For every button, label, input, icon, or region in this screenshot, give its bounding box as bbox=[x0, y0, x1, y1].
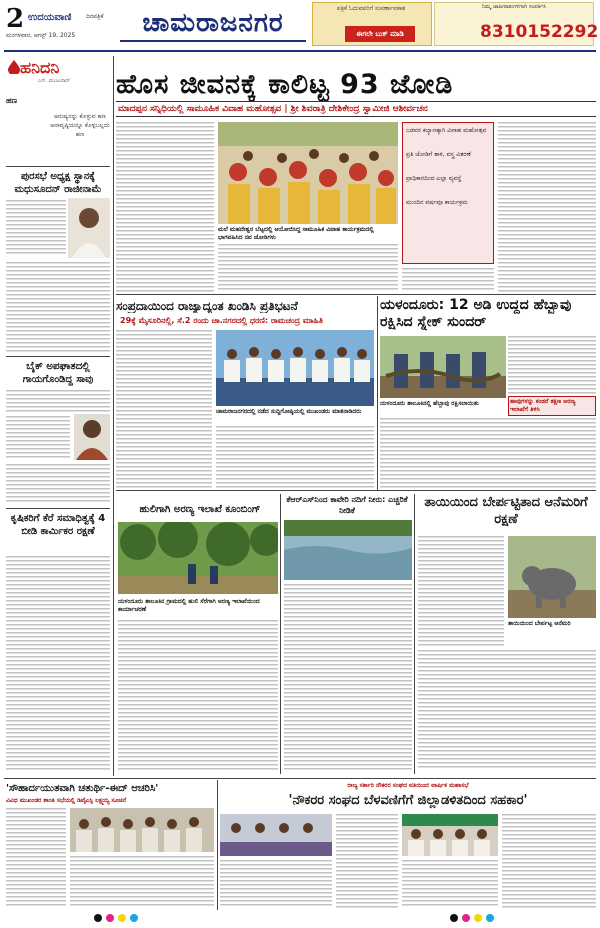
lead-photo-caption: ಮಲೆ ಮಹದೇಶ್ವರ ಬೆಟ್ಟದಲ್ಲಿ ಆಯೋಜಿಸಿದ್ದ ಸಾಮೂಹಿಕ ವಿವಾಹ ಕಾರ್ಯಕ್ರಮದಲ್ಲಿ ಭಾಗವಹಿಸಿದ ನವ ಜೋಡಿಗಳು bbox=[218, 226, 374, 241]
article-body bbox=[6, 808, 66, 908]
bottom-right-headline[interactable]: 'ನೌಕರರ ಸಂಘದ ಬೆಳವಣಿಗೆಗೆ ಜಿಲ್ಲಾಡಳಿತದಿಂದ ಸಹಕಾರ' bbox=[288, 793, 528, 808]
section3-photo-caption: ಯಳಂದೂರು ತಾಲೂಕಿನಲ್ಲಿ ಹೆಬ್ಬಾವು ರಕ್ಷಿಸಲಾಯಿತು bbox=[380, 400, 479, 407]
highlight-item: ಮುಂದಿನ ವರ್ಷವೂ ಕಾರ್ಯಕ್ರಮ bbox=[406, 199, 468, 206]
bottom-left-deck: ವಿವಿಧ ಮುಖಂಡರ ಶಾಂತಿ ಸಭೆಯಲ್ಲಿ ಡಿವೈಎಸ್ಪಿ ಲಕ್ಷ್ಮಯ್ಯ ಸೂಚನೆ bbox=[6, 797, 127, 804]
article-body bbox=[6, 200, 66, 256]
middle-headline-2[interactable]: ಕೆಆರ್‌ಎಸ್‌ನಿಂದ ಕಾವೇರಿ ನದಿಗೆ ನೀರು: ಎಚ್ಚರಿಕೆ ನೀಡಿಕೆ bbox=[286, 495, 408, 515]
article-body bbox=[6, 390, 110, 414]
article-body bbox=[220, 860, 332, 908]
section2-photo-caption: ಚಾಮರಾಜನಗರದಲ್ಲಿ ನಡೆದ ಸುದ್ದಿಗೋಷ್ಠಿಯಲ್ಲಿ ಮುಖಂಡರು ಮಾತನಾಡಿದರು bbox=[216, 408, 362, 415]
article-body bbox=[6, 416, 70, 460]
peace-meeting-photo bbox=[70, 808, 214, 852]
article-body bbox=[402, 860, 498, 908]
advert-subscription-text: ಪತ್ರಿಕೆ ಓದುವವರಿಗೆ ಸುವರ್ಣಾವಕಾಶ bbox=[336, 5, 406, 12]
column-rule bbox=[280, 494, 281, 774]
divider bbox=[116, 294, 596, 295]
article-body bbox=[418, 650, 596, 770]
middle-photo-caption-1: ಯಳಂದೂರು ತಾಲೂಕಿನ ಗ್ರಾಮದಲ್ಲಿ ಹುಲಿ ಸೆರೆಗಾಗಿ ಅರಣ್ಯ ಇಲಾಖೆಯಿಂದ ಕಾರ್ಯಾಚರಣೆ bbox=[118, 598, 260, 613]
article-body bbox=[498, 122, 596, 292]
registration-mark bbox=[474, 914, 482, 922]
column-brand-byline: ಎನ್. ಮಂಜುನಾಥ್ bbox=[38, 78, 71, 84]
section-title: ಚಾಮರಾಜನಗರ bbox=[142, 8, 284, 38]
article-body bbox=[6, 556, 110, 772]
article-body bbox=[116, 122, 214, 292]
advert-contact-text: ನಿಮ್ಮ ಜಾಹೀರಾತುಗಳಿಗಾಗಿ ಸಂಪರ್ಕಿಸಿ bbox=[481, 4, 547, 10]
article-body bbox=[218, 244, 398, 290]
column-rule bbox=[377, 296, 378, 490]
left-headline-1[interactable]: ಪುರಸಭೆ ಅಧ್ಯಕ್ಷ ಸ್ಥಾನಕ್ಕೆ ಮಧುಸೂದನ್ ರಾಜೀನಾಮೆ bbox=[14, 171, 102, 195]
registration-mark bbox=[462, 914, 470, 922]
lead-photo-wedding bbox=[218, 122, 398, 224]
article-body bbox=[508, 336, 596, 394]
paper-name: ಉದಯವಾಣಿ bbox=[28, 12, 72, 23]
highlight-item: ಬಡವರ ಕಲ್ಯಾಣಕ್ಕಾಗಿ ವಿವಾಹ ಮಹೋತ್ಸವ bbox=[406, 127, 487, 134]
bottom-right-deck: ರಾಜ್ಯ ಸರ್ಕಾರಿ ನೌಕರರ ಸಂಘದ ವತಿಯಿಂದ ವಾರ್ಷಿಕ ಮಹಾಸಭೆ bbox=[347, 782, 469, 789]
registration-mark bbox=[106, 914, 114, 922]
article-body bbox=[402, 268, 494, 290]
divider bbox=[4, 778, 596, 779]
paper-subtitle: ದಿನಪತ್ರಿಕೆ bbox=[86, 13, 104, 20]
dateline: ಮಂಗಳವಾರ, ಆಗಸ್ಟ್ 19, 2025 bbox=[6, 32, 76, 39]
column-rule bbox=[113, 56, 114, 776]
drop-icon bbox=[8, 60, 20, 74]
left-headline-2[interactable]: ಬೈಕ್ ಅಪಘಾತದಲ್ಲಿ ಗಾಯಗೊಂಡಿದ್ದ ಸಾವು bbox=[22, 361, 94, 385]
association-meeting-photo-2 bbox=[402, 814, 498, 856]
column-rule bbox=[414, 494, 415, 774]
forest-combing-photo bbox=[118, 522, 278, 594]
highlight-item: ಪ್ರತಿ ಜೋಡಿಗೆ ತಾಳಿ, ವಸ್ತ್ರ ವಿತರಣೆ bbox=[406, 151, 471, 158]
article-body bbox=[418, 536, 504, 646]
article-body bbox=[6, 464, 110, 504]
divider bbox=[6, 508, 110, 509]
lead-headline[interactable]: ಹೊಸ ಜೀವನಕ್ಕೆ ಕಾಲಿಟ್ಟ 93 ಜೋಡಿ bbox=[116, 69, 454, 100]
divider bbox=[6, 356, 110, 357]
highlight-item: ಪ್ರಾಧಿಕಾರದಿಂದ ಎಲ್ಲಾ ವ್ಯವಸ್ಥೆ bbox=[406, 175, 462, 182]
advert-phone-number[interactable]: 8310152292 bbox=[480, 22, 599, 42]
article-body bbox=[116, 330, 212, 488]
press-meet-photo bbox=[216, 330, 374, 406]
portrait-photo bbox=[74, 414, 110, 460]
poem-text: ಆನುಷ್ಯನನ್ನು ಕೊಳ್ಳುವ ಹಣ ಅನಾವೃಷ್ಠಿಯನ್ನೂ ಕೊಳ್ಳಬಲ್ಲದು ಹಣ bbox=[50, 113, 110, 138]
elephant-calf-photo bbox=[508, 536, 596, 618]
article-body bbox=[336, 814, 398, 908]
registration-mark bbox=[118, 914, 126, 922]
highlights-list bbox=[406, 126, 492, 208]
registration-mark bbox=[130, 914, 138, 922]
column-brand-label: ಹನಿದನಿ bbox=[20, 58, 60, 77]
registration-mark bbox=[94, 914, 102, 922]
middle-photo-caption-3: ತಾಯಿಯಿಂದ ಬೇರ್ಪಟ್ಟ ಆನೆಮರಿ bbox=[508, 620, 571, 627]
divider bbox=[6, 166, 110, 167]
divider bbox=[116, 490, 596, 491]
section2-deck: 29ಕ್ಕೆ ಮೈಸೂರಿನಲ್ಲಿ, ಸೆ.2 ರಂದು ಚಾ.ನಗರದಲ್ಲಿ ಧರಣಿ: ರಾಮಚಂದ್ರ ಮಾಹಿತಿ bbox=[120, 316, 324, 325]
snake-rescue-photo bbox=[380, 336, 506, 398]
article-body bbox=[118, 620, 278, 770]
bottom-left-headline[interactable]: 'ಸೌಹಾರ್ದಯುತವಾಗಿ ಚತುರ್ಥಿ-ಈದ್ ಆಚರಿಸಿ' bbox=[6, 783, 159, 794]
advert-book-button[interactable]: ಈಗಲೇ ಬುಕ್ ಮಾಡಿ bbox=[345, 26, 415, 42]
article-body bbox=[284, 584, 412, 770]
poem-heading: ಹಣ bbox=[6, 96, 18, 105]
river-photo bbox=[284, 520, 412, 580]
article-body bbox=[6, 262, 110, 352]
article-body bbox=[502, 814, 596, 908]
portrait-photo bbox=[68, 198, 110, 258]
article-body bbox=[70, 856, 214, 908]
section3-note: ಹಾವುಗಳನ್ನು ಕಂಡರೆ ತಕ್ಷಣ ಅರಣ್ಯ ಇಲಾಖೆಗೆ ತಿಳಿಸಿ bbox=[510, 398, 576, 413]
registration-mark bbox=[450, 914, 458, 922]
section3-headline[interactable]: ಯಳಂದೂರು: 12 ಅಡಿ ಉದ್ದದ ಹೆಬ್ಬಾವು ರಕ್ಷಿಸಿದ ಸ್ನೇಕ್ ಸುಂದರ್ bbox=[380, 297, 572, 330]
masthead-rule bbox=[4, 50, 596, 52]
left-headline-3[interactable]: ಕೃಷಿಕರಿಗೆ ಕೆರೆ ಸಮಾಧಿತ್ವಕ್ಕೆ 4 ಬೀಡಿ ಕಾರ್ಮಿಕರ ರಕ್ಷಣೆ bbox=[10, 513, 106, 537]
page-number: 2 bbox=[6, 4, 25, 34]
middle-headline-1[interactable]: ಹುಲಿಗಾಗಿ ಅರಣ್ಯ ಇಲಾಖೆ ಕೂಂಬಿಂಗ್ bbox=[139, 504, 261, 515]
section2-headline[interactable]: ಸಂಪ್ರದಾಯಿಂದ ರಾಜ್ಯಾದ್ಯಂತ ಖಂಡಿಸಿ ಪ್ರತಿಭಟನೆ bbox=[116, 299, 298, 313]
association-meeting-photo-1 bbox=[220, 814, 332, 856]
middle-headline-3[interactable]: ತಾಯಿಯಿಂದ ಬೇರ್ಪಟ್ಟಿತಾದ ಆನೆಮರಿಗೆ ರಕ್ಷಣೆ bbox=[424, 495, 588, 527]
registration-mark bbox=[486, 914, 494, 922]
article-body bbox=[216, 426, 374, 488]
article-body bbox=[380, 418, 596, 488]
column-rule bbox=[217, 780, 218, 910]
lead-deck: ಮಾದಪ್ಪನ ಸನ್ನಿಧಿಯಲ್ಲಿ ಸಾಮೂಹಿಕ ವಿವಾಹ ಮಹೋತ್ಸವ | ಶ್ರೀ ಶಿವರಾತ್ರಿ ದೇಶಿಕೇಂದ್ರ ಸ್ವಾಮೀಜಿ ಆಶೀರ್ವಚನ bbox=[118, 104, 428, 114]
